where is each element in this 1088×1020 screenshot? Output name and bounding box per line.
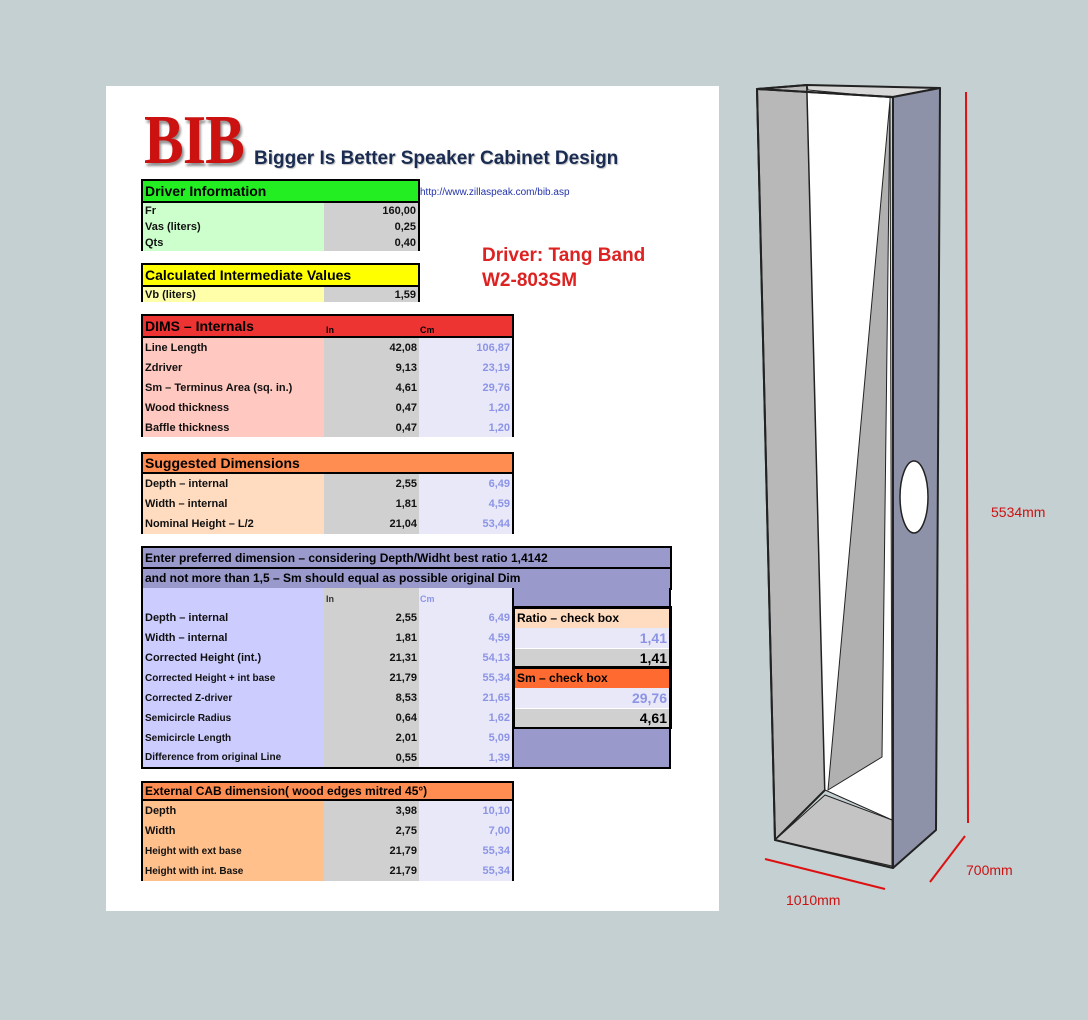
in-cell: 21,79 [324, 861, 419, 881]
external-dims-title: External CAB dimension( wood edges mitred 45°) [143, 783, 512, 801]
driver-hole-icon [900, 461, 928, 533]
logo-tagline: Bigger Is Better Speaker Cabinet Design [254, 148, 619, 169]
cm-cell: 1,62 [419, 708, 512, 728]
column-header-cm: Cm [420, 325, 435, 335]
cm-cell: 23,19 [419, 358, 512, 378]
value-cell[interactable]: 0,40 [324, 235, 418, 251]
row-label: Depth [143, 801, 326, 821]
depth-dimension-line [930, 836, 965, 882]
preferred-line1: Enter preferred dimension – considering Depth/Widht best ratio 1,4142 [145, 551, 548, 565]
in-cell: 0,64 [324, 708, 419, 728]
cm-cell: 6,49 [419, 608, 512, 628]
row-label: Baffle thickness [143, 418, 326, 437]
in-cell: 21,79 [324, 841, 419, 861]
row-label: Sm – Terminus Area (sq. in.) [143, 378, 326, 398]
row-label: Nominal Height – L/2 [143, 514, 326, 534]
row-label: Qts [143, 235, 326, 251]
column-header-in: In [326, 594, 334, 604]
height-dimension-line [966, 92, 968, 823]
cm-cell: 54,13 [419, 648, 512, 668]
sm-check-title: Sm – check box [515, 669, 669, 688]
row-label: Width [143, 821, 326, 841]
cm-cell: 1,20 [419, 398, 512, 418]
ratio-target: 1,41 [515, 628, 669, 648]
row-label: Depth – internal [143, 474, 326, 494]
ratio-check-title: Ratio – check box [515, 609, 669, 628]
cm-cell: 7,00 [419, 821, 512, 841]
row-label: Vb (liters) [143, 287, 326, 302]
sm-target: 29,76 [515, 688, 669, 708]
column-header-in: In [326, 325, 334, 335]
row-label: Difference from original Line [143, 748, 326, 767]
suggested-dims-title: Suggested Dimensions [143, 454, 512, 474]
driver-info-title: Driver Information [143, 181, 418, 203]
preferred-line2: and not more than 1,5 – Sm should equal as possible original Dim [145, 571, 521, 585]
in-cell: 21,04 [324, 514, 419, 534]
calc-values-title: Calculated Intermediate Values [143, 265, 418, 287]
in-cell: 21,79 [324, 668, 419, 688]
value-cell[interactable]: 0,25 [324, 219, 418, 235]
ratio-value: 1,41 [515, 648, 669, 667]
row-label: Width – internal [143, 628, 326, 648]
sm-value: 4,61 [515, 708, 669, 727]
width-dimension-line [765, 859, 885, 889]
value-cell[interactable]: 160,00 [324, 203, 418, 219]
row-label: Zdriver [143, 358, 326, 378]
driver-label-line2: W2-803SM [482, 270, 578, 291]
row-label: Vas (liters) [143, 219, 326, 235]
column-header-cm: Cm [420, 594, 435, 604]
cm-cell: 5,09 [419, 728, 512, 748]
cm-cell: 1,39 [419, 748, 512, 767]
in-cell: 8,53 [324, 688, 419, 708]
cm-cell: 10,10 [419, 801, 512, 821]
row-label: Width – internal [143, 494, 326, 514]
row-label: Depth – internal [143, 608, 326, 628]
cm-cell: 55,34 [419, 861, 512, 881]
row-label: Corrected Z-driver [143, 688, 326, 708]
value-cell: 1,59 [324, 287, 418, 302]
in-cell[interactable]: 0,47 [324, 418, 419, 437]
cm-cell: 21,65 [419, 688, 512, 708]
in-cell: 3,98 [324, 801, 419, 821]
driver-label-line1: Driver: Tang Band [482, 245, 646, 266]
cm-cell: 55,34 [419, 668, 512, 688]
row-label: Height with ext base [143, 841, 326, 861]
in-cell: 2,55 [324, 474, 419, 494]
in-cell: 21,31 [324, 648, 419, 668]
in-cell: 0,55 [324, 748, 419, 767]
cm-cell: 29,76 [419, 378, 512, 398]
in-cell[interactable]: 1,81 [324, 628, 419, 648]
depth-dimension-label: 700mm [966, 862, 1013, 878]
row-label: Fr [143, 203, 326, 219]
cm-cell: 1,20 [419, 418, 512, 437]
in-cell: 4,61 [324, 378, 419, 398]
row-label: Semicircle Radius [143, 708, 326, 728]
cm-cell: 4,59 [419, 494, 512, 514]
cm-cell: 55,34 [419, 841, 512, 861]
dims-internals-title: DIMS – Internals [145, 318, 254, 334]
row-label: Height with int. Base [143, 861, 326, 881]
row-label: Line Length [143, 338, 326, 358]
row-label: Corrected Height (int.) [143, 648, 326, 668]
in-cell[interactable]: 0,47 [324, 398, 419, 418]
in-cell: 42,08 [324, 338, 419, 358]
row-label: Semicircle Length [143, 728, 326, 748]
bib-logo: BIB [144, 102, 244, 179]
cm-cell: 6,49 [419, 474, 512, 494]
cm-cell: 106,87 [419, 338, 512, 358]
in-cell[interactable]: 2,55 [324, 608, 419, 628]
cm-cell: 53,44 [419, 514, 512, 534]
width-dimension-label: 1010mm [786, 892, 841, 908]
row-label: Wood thickness [143, 398, 326, 418]
in-cell: 1,81 [324, 494, 419, 514]
in-cell: 9,13 [324, 358, 419, 378]
row-label: Corrected Height + int base [143, 668, 326, 688]
in-cell: 2,75 [324, 821, 419, 841]
cm-cell: 4,59 [419, 628, 512, 648]
website-link[interactable]: http://www.zillaspeak.com/bib.asp [420, 187, 570, 198]
in-cell: 2,01 [324, 728, 419, 748]
height-dimension-label: 5534mm [991, 504, 1046, 520]
